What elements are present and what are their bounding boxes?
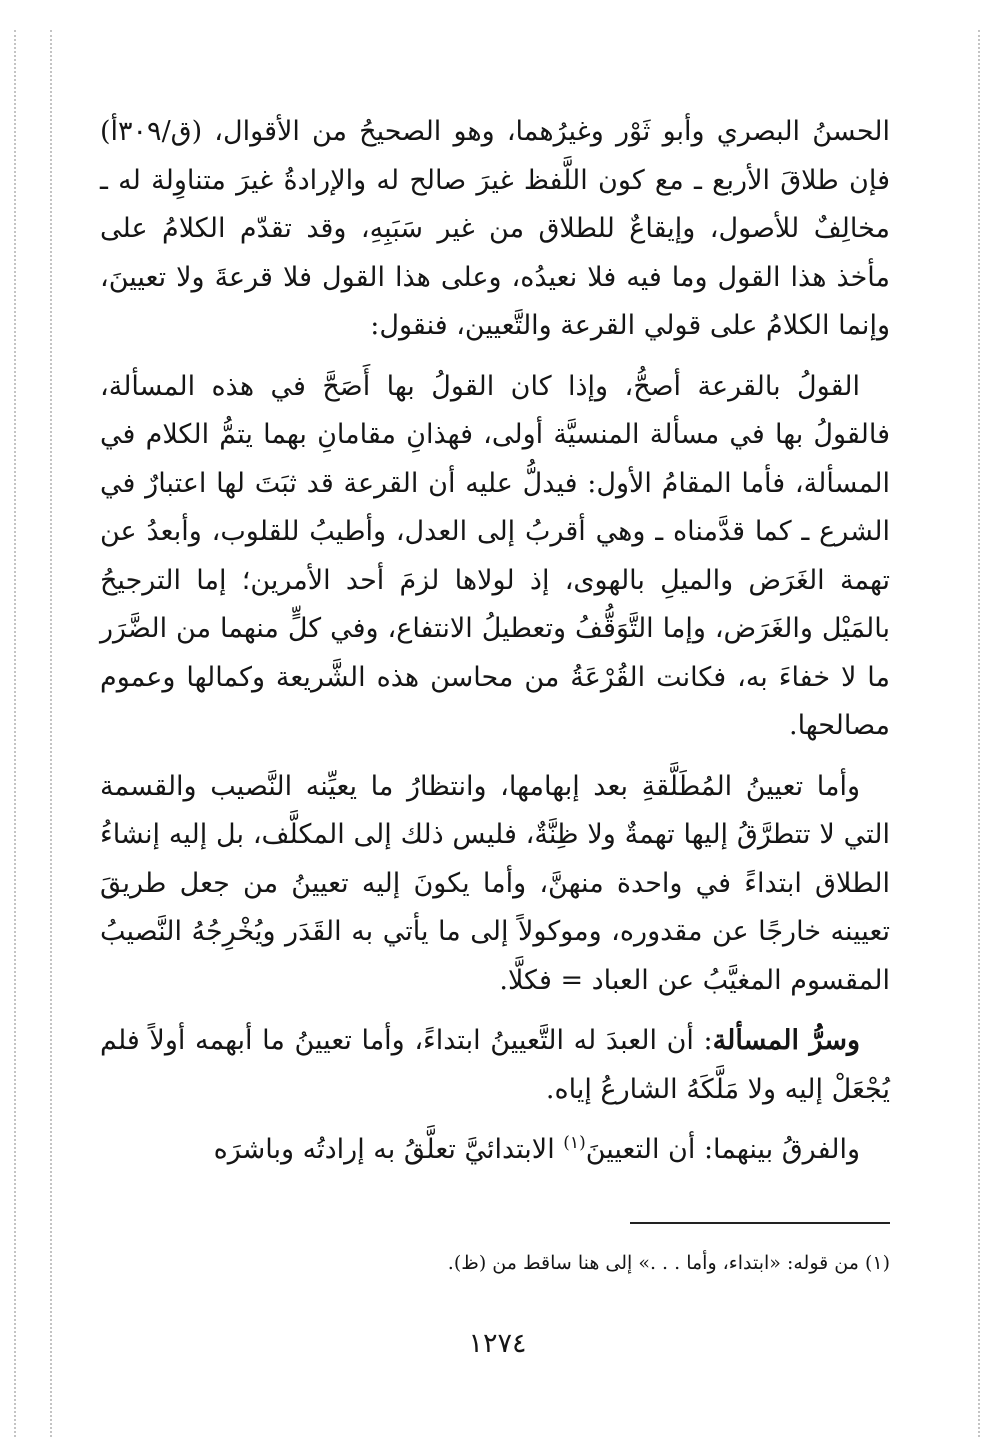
- paragraph-1: الحسنُ البصري وأبو ثَوْر وغيرُهما، وهو الصحيحُ من الأقوال، (ق/٣٠٩أ) فإن طلاقَ الأربع ـ مع كون اللَّفظ غيرَ صالح له والإرادةُ غيرَ متناوِلة له ـ مخالِفٌ للأصول، وإيقاعٌ للطلاق من غير سَبَبِهِ، وقد تقدّم الكلامُ على مأخذ هذا القول وما فيه فلا نعيدُه، وعلى هذا القول فلا قرعةَ ولا تعيينَ، وإنما الكلامُ على قولي القرعة والتَّعيين، فنقول:: [100, 116, 890, 341]
- paragraph-4: [100, 1017, 890, 1114]
- footnote: (١) من قوله: «ابتداء، وأما . . .» إلى هنا ساقط من (ظ).: [447, 1252, 890, 1274]
- paragraph-5-after: الابتدائيَّ تعلَّقُ به إرادتُه وباشرَه: [213, 1134, 564, 1165]
- paragraph-2: القولُ بالقرعة أصحُّ، وإذا كان القولُ بها أَصَحَّ في هذه المسألة، فالقولُ بها في مسألة المنسيَّة أولى، فهذانِ مقامانِ بهما يتمُّ الكلام في المسألة، فأما المقامُ الأول: فيدلُّ عليه أن القرعة قد ثبَتَ لها اعتبارٌ في الشرع ـ كما قدَّمناه ـ وهي أقربُ إلى العدل، وأطيبُ للقلوب، وأبعدُ عن تهمة الغَرَض والميلِ بالهوى، إذ لولاها لزمَ أحد الأمرين؛ إما الترجيحُ بالمَيْل والغَرَض، وإما التَّوَقُّفُ وتعطيلُ الانتفاع، وفي كلٍّ منهما من الضَّرَر ما لا خفاءَ به، فكانت القُرْعَةُ من محاسن هذه الشَّريعة وكمالها وعموم مصالحها.: [100, 370, 890, 741]
- paragraph-4-lead: وسرُّ المسألة: [712, 1025, 861, 1056]
- paragraph-3: وأما تعيينُ المُطَلَّقةِ بعد إبهامها، وانتظارُ ما يعيِّنه النَّصيب والقسمة التي لا تتطرَّقُ إليها تهمةٌ ولا ظِنَّةٌ، فليس ذلك إلى المكلَّف، بل إليه إنشاءُ الطلاق ابتداءً في واحدة منهنَّ، وأما يكونَ إليه تعيينُ من جعل طريقَ تعيينه خارجًا عن مقدوره، وموكولاً إلى ما يأتي به القَدَر ويُخْرِجُهُ النَّصيبُ المقسوم المغيَّبُ عن العباد = فكلَّا.: [100, 770, 890, 996]
- paragraph-5: [100, 1126, 890, 1175]
- scan-edge-dots: [14, 30, 16, 1437]
- paragraph-4-rest: : أن العبدَ له التَّعيينُ ابتداءً، وأما تعيينُ ما أبهمه أولاً فلم يُجْعَلْ إليه ولا مَلَّكَهُ الشارعُ إياه.: [100, 1025, 890, 1105]
- footnote-divider: [630, 1222, 890, 1224]
- paragraph-5-before: والفرقُ بينهما: أن التعيينَ: [585, 1134, 860, 1165]
- page-number: ١٢٧٤: [468, 1328, 527, 1359]
- footnote-reference: (١): [563, 1133, 586, 1153]
- scan-edge-dots: [978, 30, 980, 1437]
- scan-edge-dots: [50, 30, 52, 1437]
- main-text: [100, 108, 890, 1175]
